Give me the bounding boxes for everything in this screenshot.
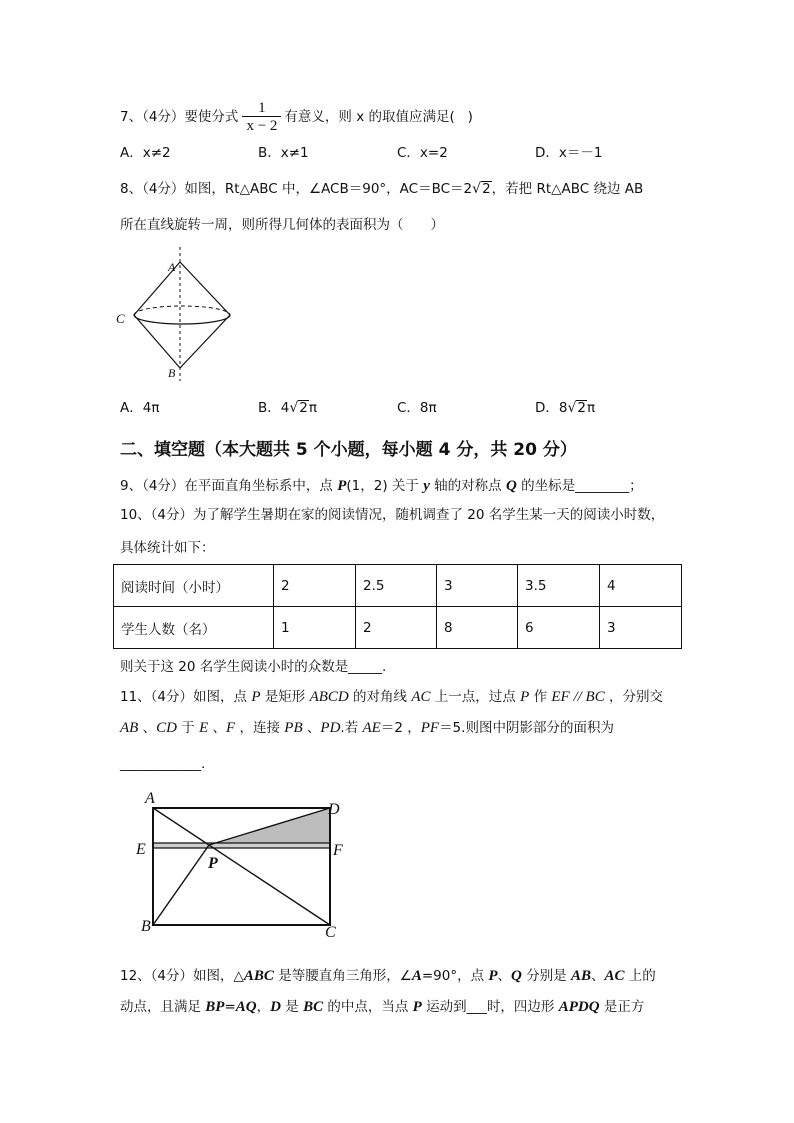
table-header-cell: 阅读时间（小时） [114,565,274,607]
text-segment: 是正方 [599,999,645,1015]
table-cell: 4 [600,565,682,607]
label-a: A [145,790,155,807]
math-variable: PF [420,720,440,736]
label-d: D [328,801,340,818]
text-segment: =90°，点 [421,968,489,984]
math-variable: ABCD [309,689,349,705]
text-segment: 的中点，当点 [323,999,413,1015]
text-segment: 9、（4分）在平面直角坐标系中，点 [120,478,338,494]
text-segment: 上的 [624,968,656,984]
text-segment: 则关于这 20 名学生阅读小时的众数是_____. [120,659,387,675]
table-cell: 3.5 [518,565,600,607]
math-variable: AB [570,968,591,984]
text-segment: B．4 [258,400,290,416]
table-header-cell: 学生人数（名） [114,607,274,649]
label-f: F [333,842,343,859]
text-segment: π [308,400,318,416]
label-p: P [208,855,218,872]
reading-stats-table [113,564,682,649]
text-segment: 是等腰直角三角形，∠ [273,968,412,984]
table-cell: 2.5 [356,565,437,607]
q8-option-a [120,399,159,417]
math-variable: PD [320,720,341,736]
radicand: 2 [299,400,308,416]
text-segment: (1，2) 关于 [346,478,424,494]
label-a: A [168,260,176,274]
math-variable: P [488,968,498,984]
math-variable: ABC [243,968,274,984]
q10-line-3 [120,658,386,676]
q11-line-1 [120,688,663,706]
math-variable: D [270,999,281,1015]
math-variable: F [226,720,236,736]
math-variable: P [520,689,530,705]
q7-option-a: A．x≠2 [120,145,171,161]
q11-answer-blank [120,755,205,773]
text-segment: 具体统计如下： [120,540,215,556]
table-cell: 8 [437,607,518,649]
text-segment: ____________. [120,756,206,772]
table-cell: 3 [600,607,682,649]
ellipse-back-arc [134,306,230,315]
text-segment: 运动到___时，四边形 [421,999,559,1015]
math-variable: AB [120,720,139,736]
math-variable: AC [411,689,431,705]
q9-line-1 [120,477,643,495]
text-segment: 轴的对称点 [429,478,506,494]
text-segment: π [587,400,596,416]
text-segment: A．4π [120,400,160,416]
text-segment: 所在直线旋转一周，则所得几何体的表面积为（ ） [120,217,444,233]
table-cell: 3 [437,565,518,607]
math-variable: Q [505,478,517,494]
text-segment: 10、（4分）为了解学生暑期在家的阅读情况，随机调查了 20 名学生某一天的阅读小时数， [120,507,665,523]
text-segment: 、 [138,720,157,736]
math-variable: A [411,968,422,984]
label-c: C [325,924,336,941]
math-variable: y [423,478,430,494]
q7-option-c: C．x=2 [397,145,448,161]
text-segment: 是矩形 [260,689,310,705]
fraction-numerator: 1 [258,100,266,116]
q8-line-1 [120,180,643,198]
table-cell: 2 [356,607,437,649]
fraction-denominator: x − 2 [242,116,281,134]
q8-option-d [535,399,595,417]
text-segment: 分别是 [521,968,571,984]
text-segment: ，分别交 [604,689,663,705]
text-segment: 上一点，过点 [430,689,521,705]
text-segment: 8、（4分）如图，Rt△ABC 中，∠ACB＝90°，AC＝BC＝2 [120,181,473,197]
math-variable: Q [511,968,522,984]
math-variable: PB [284,720,303,736]
q8-option-b [258,399,317,417]
q7-lead: 7、（4分）要使分式 [120,109,239,125]
text-segment: 、 [497,968,512,984]
text-segment: 于 [176,720,200,736]
radicand: 2 [577,400,586,416]
radical-sign: √ [289,400,299,416]
label-e: E [136,841,146,858]
text-segment: 是 [280,999,304,1015]
math-variable: AC [604,968,625,984]
math-variable: BC [303,999,324,1015]
q11-line-2 [120,719,614,737]
math-variable: P [337,478,347,494]
table-cell: 6 [518,607,600,649]
q7-tail: 有意义，则 x 的取值应满足( ) [284,109,473,125]
text-segment: 动点，且满足 [120,999,206,1015]
q7-stem [120,99,473,135]
radicand: 2 [482,181,491,197]
math-variable: AE [362,720,381,736]
text-segment: ，若把 Rt△ABC 绕边 AB [491,181,644,197]
rectangle-figure [135,785,350,943]
label-b: B [168,366,176,380]
text-segment: D．8 [535,400,568,416]
q8-option-c [397,399,437,417]
math-variable: E [199,720,209,736]
q12-line-2 [120,998,644,1016]
q7-option-b: B．x≠1 [258,145,309,161]
text-segment: 11、（4分）如图，点 [120,689,252,705]
text-segment: 的坐标是________； [516,478,643,494]
text-segment: ＝2 ， [380,720,421,736]
q10-line-2 [120,539,215,557]
q12-line-1 [120,967,656,985]
text-segment: 、 [302,720,321,736]
math-variable: CD [156,720,177,736]
text-segment: ， [256,999,271,1015]
text-segment: 的对角线 [348,689,412,705]
math-variable: P [251,689,261,705]
text-segment: ＝5.则图中阴影部分的面积为 [439,720,614,736]
ef-band [153,843,330,848]
text-segment: = [224,999,236,1015]
math-variable: AQ [235,999,257,1015]
text-segment: ，连接 [235,720,285,736]
table-cell: 1 [274,607,356,649]
q8-line-2 [120,216,444,234]
double-cone-figure [110,244,240,384]
text-segment: C．8π [397,400,437,416]
q7-option-d: D．x＝－1 [535,145,603,161]
q7-fraction [242,100,281,134]
segment-pb [153,845,209,925]
label-b: B [141,918,151,935]
text-segment: .若 [340,720,363,736]
table-cell: 2 [274,565,356,607]
math-variable: P [412,999,422,1015]
math-variable: EF // BC [551,689,605,705]
text-segment: 、 [208,720,227,736]
radical-sign: √ [567,400,577,416]
cone-outline [134,262,230,368]
table-row [114,607,682,649]
radical-sign: √ [472,181,482,197]
q10-line-1 [120,506,664,524]
text-segment: 、 [591,968,605,984]
label-c: C [116,311,125,326]
text-segment: 12、（4分）如图，△ [120,968,244,984]
section-heading: 二、填空题（本大题共 5 个小题，每小题 4 分，共 20 分） [120,440,577,460]
table-row [114,565,682,607]
text-segment: 作 [529,689,552,705]
math-variable: BP [205,999,225,1015]
ellipse-front-arc [134,315,230,324]
math-variable: APDQ [558,999,600,1015]
